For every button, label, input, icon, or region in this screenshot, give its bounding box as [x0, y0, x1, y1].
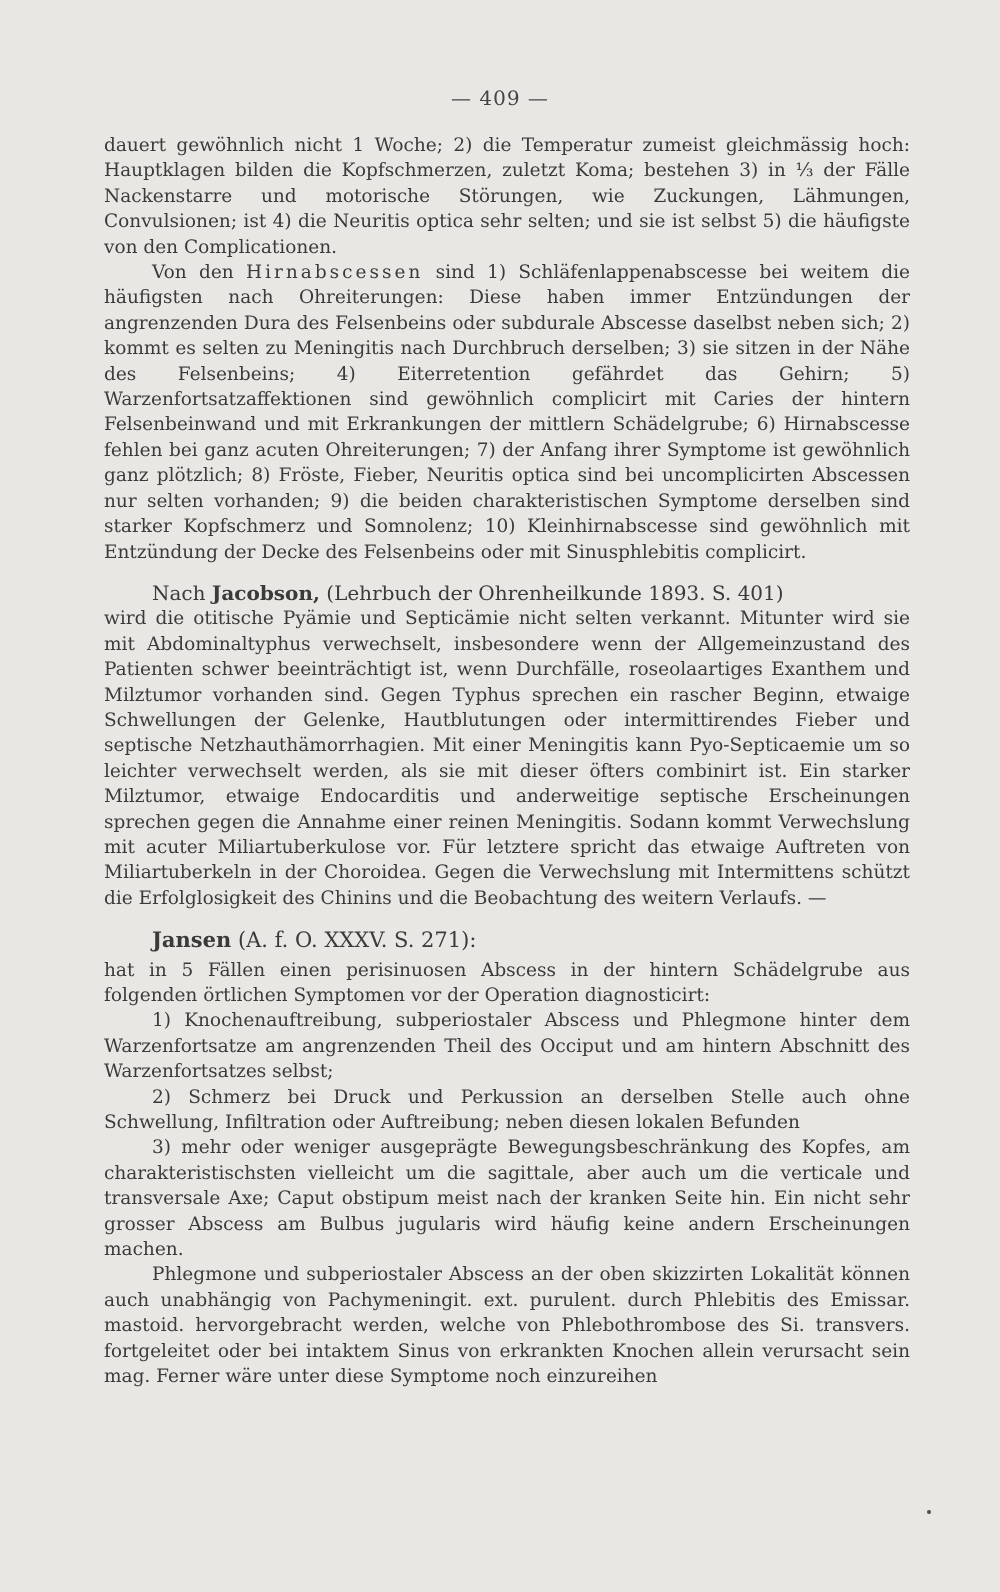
paragraph-hirnabscesse-rest: sind 1) Schläfenlappenabscesse bei weitem die häufigsten nach Ohreiterungen: Diese haben immer Entzündungen der angrenzenden Dura des Felsenbeins oder subdurale Abscesse daselbst neben sich; 2) kommt es selten zu Meningitis nach Durchbruch derselben; 3) sie sitzen in der Nähe des Felsenbeins; 4) Eiterretention gefährdet das Gehirn; 5) Warzenfortsatzaffektionen sind gewöhnlich complicirt mit Caries der hintern Felsenbeinwand und mit Erkrankungen der mittlern Schädelgrube; 6) Hirnabscesse fehlen bei ganz acuten Ohreiterungen; 7) der Anfang ihrer Symptome ist gewöhnlich ganz plötzlich; 8) Fröste, Fieber, Neuritis optica sind bei uncomplicirten Abscessen nur selten vorhanden; 9) die beiden charakteristischen Symptome derselben sind starker Kopfschmerz und Somnolenz; 10) Kleinhirnabscesse sind gewöhnlich mit Entzündung der Decke des Felsenbeins oder mit Sinusphlebitis complicirt. — [104, 262, 910, 563]
paragraph-pyaemie: wird die otitische Pyämie und Septicämie nicht selten verkannt. Mitunter wird sie mit Abdominaltyphus verwechselt, insbesondere wenn der Allgemeinzustand des Patienten schwer beeinträchtigt ist, wenn Durchfälle, roseolaartiges Exanthem und Milztumor vorhanden sind. Gegen Typhus sprechen ein rascher Beginn, etwaige Schwellungen der Gelenke, Hautblutungen oder intermittirendes Fieber und septische Netzhauthämorrhagien. Mit einer Meningitis kann Pyo-Septicaemie um so leichter verwechselt werden, als sie mit dieser öfters combinirt ist. Ein starker Milztumor, etwaige Endocarditis und anderweitige septische Erscheinungen sprechen gegen die Annahme einer reinen Meningitis. Sodann kommt Verwechslung mit acuter Miliartuberkulose vor. Für letztere spricht das etwaige Auftreten von Miliartuberkeln in der Choroidea. Gegen die Verwechslung mit Intermittens schützt die Erfolglosigkeit des Chinins und die Beobachtung des weitern Verlaufs. — — [104, 608, 910, 909]
ink-speck — [927, 1510, 931, 1514]
page-number: — 409 — — [451, 86, 549, 110]
jacobson-reference: (Lehrbuch der Ohrenheilkunde 1893. S. 401) — [319, 580, 784, 605]
list-item-2: 2) Schmerz bei Druck und Perkussion an derselben Stelle auch ohne Schwellung, Infiltration oder Auftreibung; neben diesen lokalen Befunden — [104, 1086, 910, 1134]
paragraph-phlegmone: Phlegmone und subperiostaler Abscess an der oben skizzirten Lokalität können auch unabhängig von Pachymeningit. ext. purulent. durch Phlebitis des Emissar. mastoid. hervorgebracht werden, welche von Phlebothrombose des Si. transvers. fortgeleitet oder bei intaktem Sinus von erkrankten Knochen allein verursacht sein mag. Ferner wäre unter diese Symptome noch einzureihen — [104, 1264, 910, 1388]
list-item-1: 1) Knochenauftreibung, subperiostaler Abscess und Phlegmone hinter dem Warzenfortsatze am angrenzenden Theil des Occiput und am hintern Abschnitt des Warzenfortsatzes selbst; — [104, 1010, 910, 1083]
jacobson-heading — [104, 581, 910, 606]
author-jacobson: Jacobson, — [211, 580, 320, 605]
paragraph-meningitis-symptoms: dauert gewöhnlich nicht 1 Woche; 2) die Temperatur zumeist gleichmässig hoch: Hauptklagen bilden die Kopfschmerzen, zuletzt Koma; bestehen 3) in ⅓ der Fälle Nackenstarre und motorische Störungen, wie Zuckungen, Lähmungen, Convulsionen; ist 4) die Neuritis optica sehr selten; und sie ist selbst 5) die häufigste von den Complicationen. — [104, 135, 910, 258]
jansen-reference: (A. f. O. XXXV. S. 271): — [231, 928, 477, 953]
author-jansen: Jansen — [152, 927, 232, 953]
paragraph-hirnabscesse-start: Von den — [152, 262, 246, 284]
jacobson-pre: Nach — [152, 580, 212, 605]
term-hirnabscessen: Hirnabscessen — [246, 262, 424, 284]
jansen-heading — [104, 927, 910, 953]
list-item-3: 3) mehr oder weniger ausgeprägte Bewegungsbeschränkung des Kopfes, am charakteristischsten vielleicht um die sagittale, aber auch um die verticale und transversale Axe; Caput obstipum meist nach der kranken Seite hin. Ein nicht sehr grosser Abscess am Bulbus jugularis wird häufig keine andern Erscheinungen machen. — [104, 1137, 910, 1261]
paragraph-hirnabscesse — [104, 260, 910, 565]
paragraph-jansen-intro: hat in 5 Fällen einen perisinuosen Abscess in der hintern Schädelgrube aus folgenden örtlichen Symptomen vor der Operation diagnosticirt: — [104, 959, 910, 1006]
body-text — [104, 133, 910, 1390]
